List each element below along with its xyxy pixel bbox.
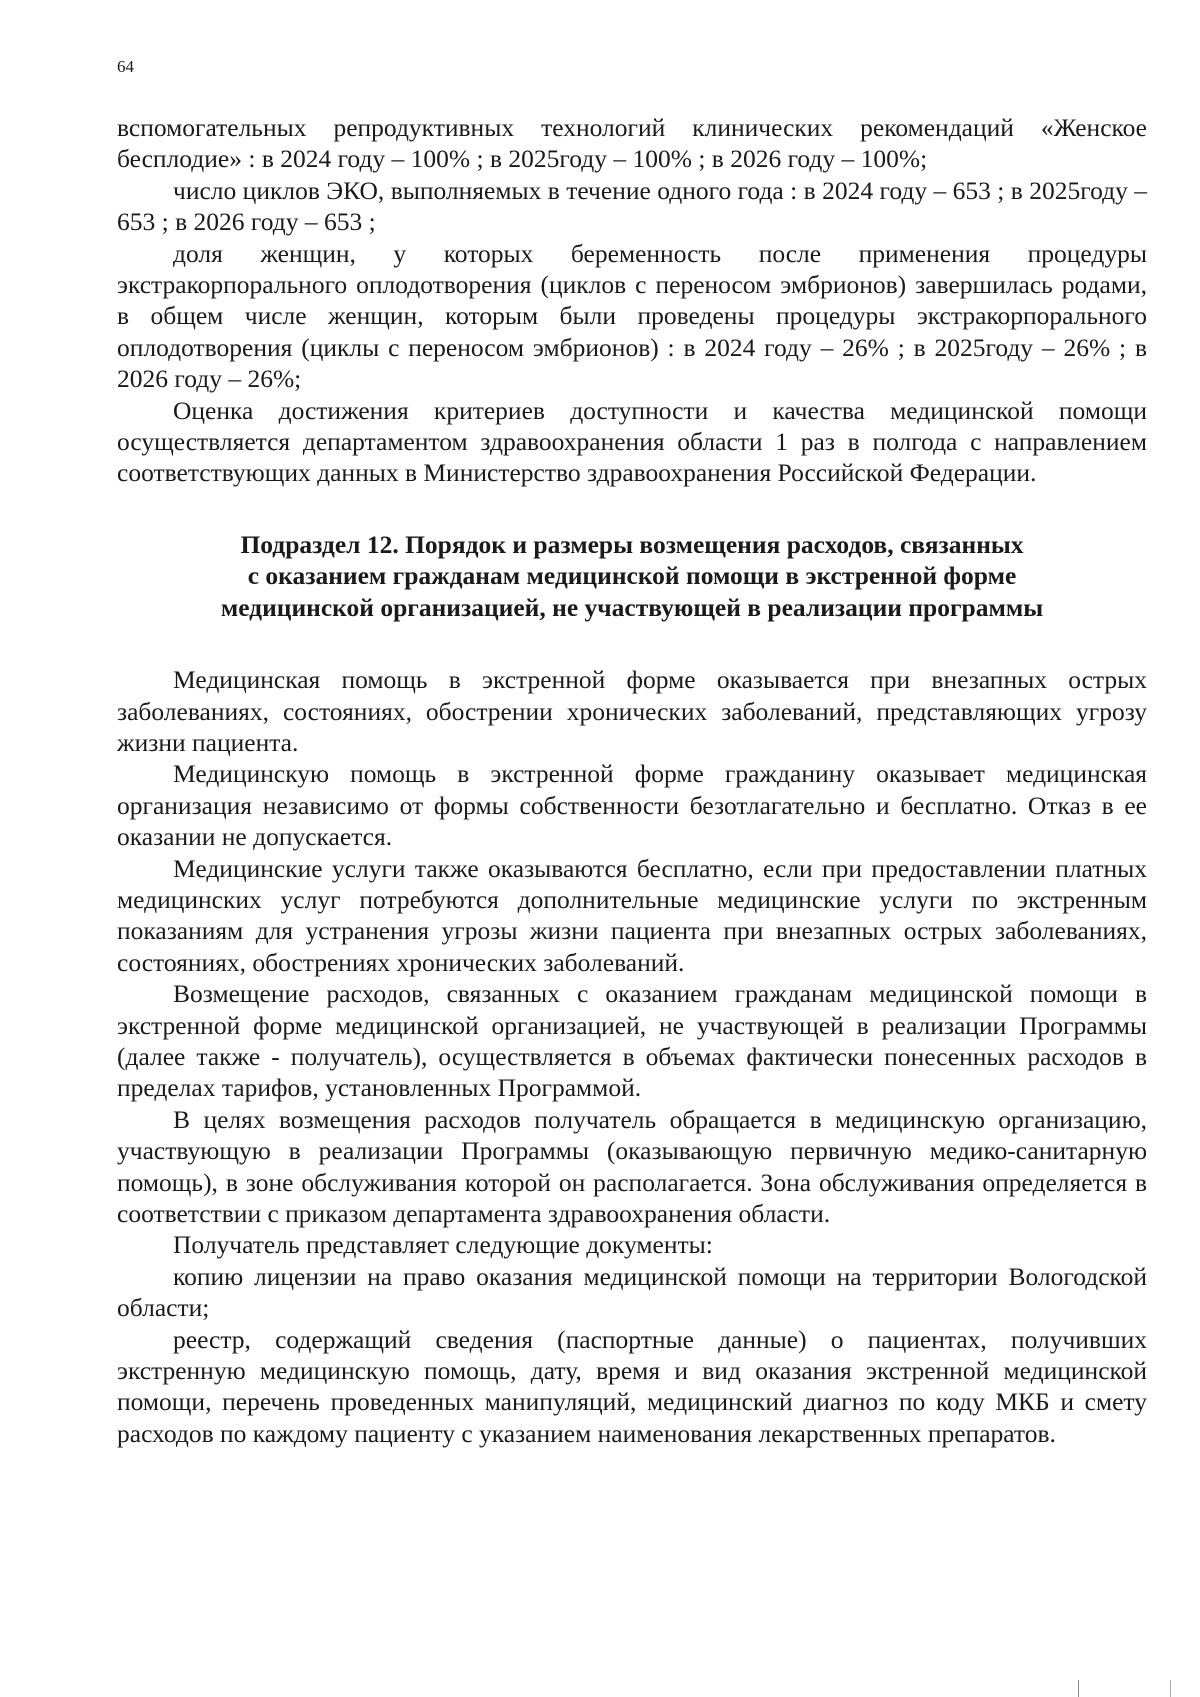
paragraph-art-criteria: вспомогательных репродуктивных технологий клинических рекомендаций «Женское бесплодие» : в 2024 году – 100% ; в 2025году – 100% ; в 2026 году – 100%; xyxy=(117,113,1147,174)
section-heading xyxy=(117,529,1147,623)
paragraph-patient-registry: реестр, содержащий сведения (паспортные данные) о пациентах, получивших экстренную медицинскую помощь, дату, время и вид оказания экстренной медицинской помощи, перечень проведенных манипуляций, медицинский диагноз по коду МКБ и смету расходов по каждому пациенту с указанием наименования лекарственных препаратов. xyxy=(117,1324,1147,1448)
paragraph-license-copy: копию лицензии на право оказания медицинской помощи на территории Вологодской области; xyxy=(117,1261,1147,1323)
paragraph-assessment: Оценка достижения критериев доступности и качества медицинской помощи осуществляется департаментом здравоохранения области 1 раз в полгода с направлением соответствующих данных в Министерство здравоохранения Российской Федерации. xyxy=(117,395,1147,488)
page-number: 64 xyxy=(117,57,134,76)
section-heading-line-3: медицинской организацией, не участвующей в реализации программы xyxy=(220,592,1044,622)
scan-artifact xyxy=(1170,1680,1171,1697)
paragraph-eco-cycles: число циклов ЭКО, выполняемых в течение одного года : в 2024 году – 653 ; в 2025году – 653 ; в 2026 году – 653 ; xyxy=(117,175,1147,237)
document-body xyxy=(117,112,1147,1449)
scan-artifact xyxy=(1078,1680,1079,1697)
paragraph-reimbursement-procedure: В целях возмещения расходов получатель обращается в медицинскую организацию, участвующую в реализации Программы (оказывающую первичную медико-санитарную помощь), в зоне обслуживания которой он располагается. Зона обслуживания определяется в соответствии с приказом департамента здравоохранения области. xyxy=(117,1104,1147,1228)
paragraph-documents-intro: Получатель представляет следующие документы: xyxy=(173,1230,713,1260)
paragraph-eco-births-share: доля женщин, у которых беременность после применения процедуры экстракорпорального оплодотворения (циклов с переносом эмбрионов) завершилась родами, в общем числе женщин, которым были проведены процедуры экстракорпорального оплодотворения (циклы с переносом эмбрионов) : в 2024 году – 26% ; в 2025году – 26% ; в 2026 году – 26%; xyxy=(117,238,1147,394)
paragraph-emergency-definition: Медицинская помощь в экстренной форме оказывается при внезапных острых заболеваниях, состояниях, обострении хронических заболеваний, представляющих угрозу жизни пациента. xyxy=(117,665,1147,757)
section-heading-line-1: Подраздел 12. Порядок и размеры возмещения расходов, связанных xyxy=(240,529,1024,559)
paragraph-emergency-free-care: Медицинскую помощь в экстренной форме гражданину оказывает медицинская организация независимо от формы собственности безотлагательно и бесплатно. Отказ в ее оказании не допускается. xyxy=(117,759,1147,852)
section-heading-line-2: с оказанием гражданам медицинской помощи в экстренной форме xyxy=(247,561,1017,591)
paragraph-reimbursement: Возмещение расходов, связанных с оказанием гражданам медицинской помощи в экстренной форме медицинской организацией, не участвующей в реализации Программы (далее также - получатель), осуществляется в объемах фактически понесенных расходов в пределах тарифов, установленных Программой. xyxy=(117,979,1147,1103)
paragraph-paid-services: Медицинские услуги также оказываются бесплатно, если при предоставлении платных медицинских услуг потребуются дополнительные медицинские услуги по экстренным показаниям для устранения угрозы жизни пациента при внезапных острых заболеваниях, состояниях, обострениях хронических заболеваний. xyxy=(117,853,1147,977)
